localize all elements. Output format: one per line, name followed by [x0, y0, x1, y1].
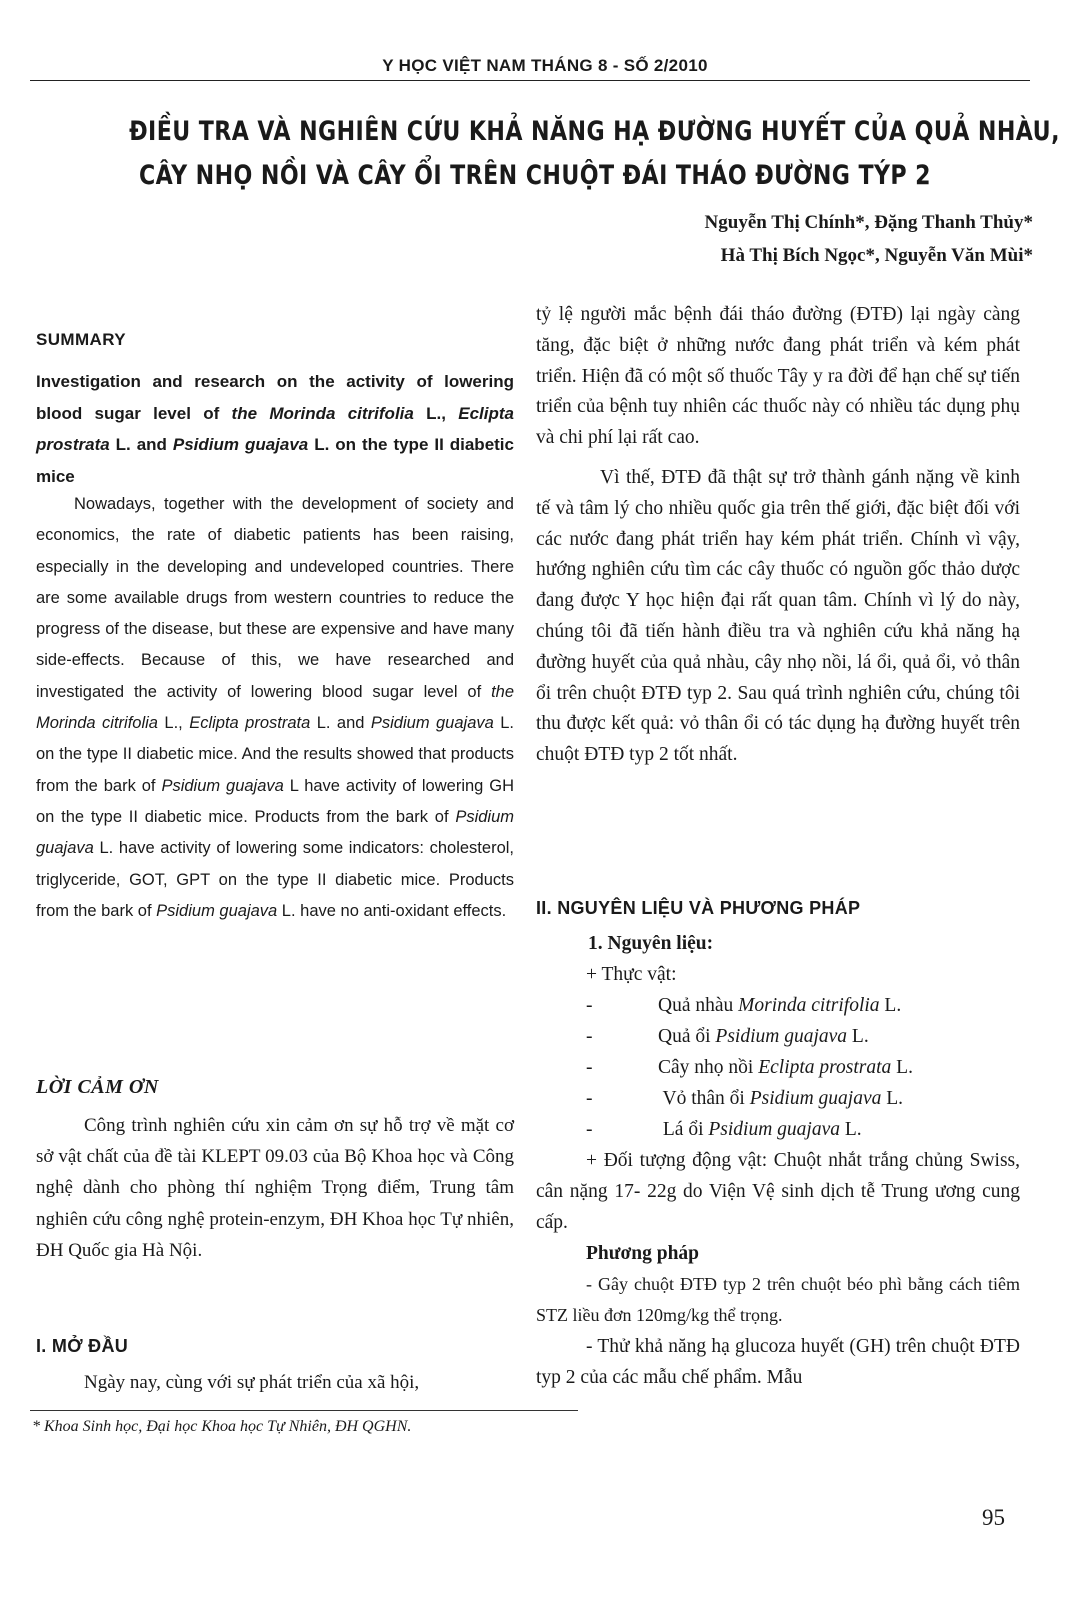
author-list: [433, 206, 1033, 272]
acknowledgement-paragraph: Công trình nghiên cứu xin cảm ơn sự hỗ trợ về mặt cơ sở vật chất của đề tài KLEPT 09.03 của Bộ Khoa học và Công nghệ dành cho phòng thí nghiệm Trọng điểm, Trung tâm nghiên cứu công nghệ protein-enzym, ĐH Khoa học Tự nhiên, ĐH Quốc gia Hà Nội.: [36, 1115, 514, 1261]
summary-title: [36, 366, 514, 492]
summary-latin: Psidium guajava: [36, 807, 514, 858]
footnote-rule: [30, 1410, 578, 1411]
summary-text: L. have activity of lowering some indicators: cholesterol, triglyceride, GOT, GPT on the type II diabetic mice. Products from the bark of: [36, 839, 514, 920]
section2-body: [536, 928, 1020, 1393]
intro-heading: I. MỞ ĐẦU: [36, 1336, 129, 1356]
title-line-1: ĐIỀU TRA VÀ NGHIÊN CỨU KHẢ NĂNG HẠ ĐƯỜNG HUYẾT CỦA QUẢ NHÀU,: [129, 116, 1060, 147]
plant-common-name: Vỏ thân ổi: [658, 1088, 750, 1109]
plant-latin-name: Psidium guajava: [749, 1088, 882, 1109]
method-1: - Gây chuột ĐTĐ typ 2 trên chuột béo phì bằng cách tiêm STZ liều đơn 120mg/kg thể trọng.: [536, 1274, 1020, 1325]
summary-title-latin: the Morinda citrifolia: [231, 403, 414, 423]
summary-latin: Psidium guajava: [370, 714, 494, 733]
affiliation-footnote: * Khoa Sinh học, Đại học Khoa học Tự Nhiên, ĐH QGHN.: [32, 1418, 412, 1435]
intro-paragraph: Ngày nay, cùng với sự phát triển của xã hội,: [84, 1372, 420, 1393]
plant-latin-name: Psidium guajava: [708, 1119, 840, 1140]
summary-heading: SUMMARY: [36, 330, 126, 349]
plant-list: [536, 990, 1020, 1145]
summary-paragraph: [36, 489, 514, 927]
plant-list-item: [536, 990, 1020, 1021]
summary-title-text: L.,: [413, 403, 459, 423]
summary-title-latin: Psidium guajava: [172, 435, 309, 454]
journal-header: Y HỌC VIỆT NAM THÁNG 8 - SỐ 2/2010: [382, 56, 708, 75]
summary-latin: Eclipta prostrata: [189, 714, 311, 733]
plant-common-name: Cây nhọ nồi: [658, 1057, 759, 1078]
summary-text: L. have no anti-oxidant effects.: [277, 901, 507, 920]
summary-latin: Psidium guajava: [156, 901, 278, 920]
section2-heading: II. NGUYÊN LIỆU VÀ PHƯƠNG PHÁP: [536, 898, 861, 918]
summary-latin: the Morinda citrifolia: [36, 682, 514, 733]
plant-authority: L.: [847, 1026, 869, 1047]
plant-common-name: Quả ổi: [658, 1026, 716, 1047]
materials-subheading: 1. Nguyên liệu:: [588, 933, 714, 954]
title-line-2: CÂY NHỌ NỒI VÀ CÂY ỔI TRÊN CHUỘT ĐÁI THÁO ĐƯỜNG TÝP 2: [139, 160, 931, 191]
intro-body: [36, 1368, 514, 1398]
list-dash: -: [586, 1057, 593, 1078]
summary-body: [36, 489, 514, 927]
paper-title: [129, 110, 1060, 198]
list-dash: -: [586, 1088, 593, 1109]
summary-text: L.,: [157, 714, 190, 733]
plant-list-item: [536, 1021, 1020, 1052]
summary-text: L. on the type II diabetic mice. And the results showed that products from the bark of: [36, 714, 514, 795]
plant-list-item: [536, 1083, 1020, 1114]
summary-title-latin: Eclipta prostrata: [36, 403, 514, 454]
acknowledgement-body: [36, 1110, 514, 1266]
page-number: 95: [982, 1505, 1005, 1530]
list-dash: -: [586, 1119, 593, 1140]
acknowledgement-heading: LỜI CẢM ƠN: [36, 1076, 159, 1098]
summary-latin: Psidium guajava: [161, 776, 284, 795]
summary-title-text: L. and: [109, 435, 173, 454]
plant-common-name: Lá ổi: [658, 1119, 709, 1140]
summary-title-text: L. on the type II diabetic mice: [36, 435, 514, 486]
authors-line-2: Hà Thị Bích Ngọc*, Nguyễn Văn Mùi*: [720, 245, 1033, 266]
animals-paragraph: + Đối tượng động vật: Chuột nhắt trắng chủng Swiss, cân nặng 17- 22g do Viện Vệ sinh dịch tễ Trung ương cung cấp.: [536, 1150, 1020, 1233]
plant-list-item: [536, 1114, 1020, 1145]
authors-line-1: Nguyễn Thị Chính*, Đặng Thanh Thủy*: [704, 212, 1033, 233]
summary-title-text: Investigation and research on the activity of lowering blood sugar level of: [36, 372, 514, 423]
plant-common-name: Quả nhàu: [658, 995, 739, 1016]
list-dash: -: [586, 995, 593, 1016]
summary-text: L. and: [310, 714, 371, 733]
plant-latin-name: Morinda citrifolia: [738, 995, 880, 1016]
plant-authority: L.: [839, 1119, 862, 1140]
summary-text: L have activity of lowering GH on the type II diabetic mice. Products from the bark of: [36, 776, 514, 826]
intro-paragraph-continued: tỷ lệ người mắc bệnh đái tháo đường (ĐTĐ) lại ngày càng tăng, đặc biệt ở những nước đang phát triển và kém phát triển. Hiện đã có một số thuốc Tây y ra đời để hạn chế sự tiến triển của bệnh tuy nhiên các thuốc này có nhiều tác dụng phụ và chi phí lại rất cao.: [536, 304, 1020, 449]
header-rule: [30, 80, 1030, 81]
plant-authority: L.: [879, 995, 902, 1016]
plant-latin-name: Eclipta prostrata: [758, 1057, 892, 1078]
plant-latin-name: Psidium guajava: [715, 1026, 848, 1047]
intro-paragraph-2: Vì thế, ĐTĐ đã thật sự trở thành gánh nặng về kinh tế và tâm lý cho nhiều quốc gia trên thế giới, đặc biệt đối với các nước đang phát triển hay kém phát triển. Chính vì vậy, hướng nghiên cứu tìm các cây thuốc có nguồn gốc thảo dược đang được Y học hiện đại rất quan tâm. Chính vì lý do này, chúng tôi đã tiến hành điều tra và nghiên cứu khả năng hạ đường huyết của quả nhàu, cây nhọ nồi, lá ổi, quả ổi, vỏ thân ổi trên chuột ĐTĐ typ 2. Sau quá trình nghiên cứu, chúng tôi thu được kết quả: vỏ thân ổi có tác dụng hạ đường huyết trên chuột ĐTĐ typ 2 tốt nhất.: [536, 466, 1020, 766]
plant-authority: L.: [891, 1057, 913, 1078]
intro-continued: [536, 300, 1020, 771]
plants-label: + Thực vật:: [586, 964, 677, 985]
list-dash: -: [586, 1026, 593, 1047]
method-2: - Thử khả năng hạ glucoza huyết (GH) trên chuột ĐTĐ typ 2 của các mẫu chế phẩm. Mẫu: [536, 1336, 1020, 1388]
plant-list-item: [536, 1052, 1020, 1083]
methods-subheading: Phương pháp: [586, 1243, 700, 1264]
summary-text: Nowadays, together with the development of society and economics, the rate of diabetic patients has been raising, especially in the developing and undeveloped countries. There are some available drugs from western countries to reduce the progress of the disease, but these are expensive and have many side-effects. Because of this, we have researched and investigated the activity of lowering blood sugar level of: [36, 495, 514, 701]
plant-authority: L.: [881, 1088, 904, 1109]
